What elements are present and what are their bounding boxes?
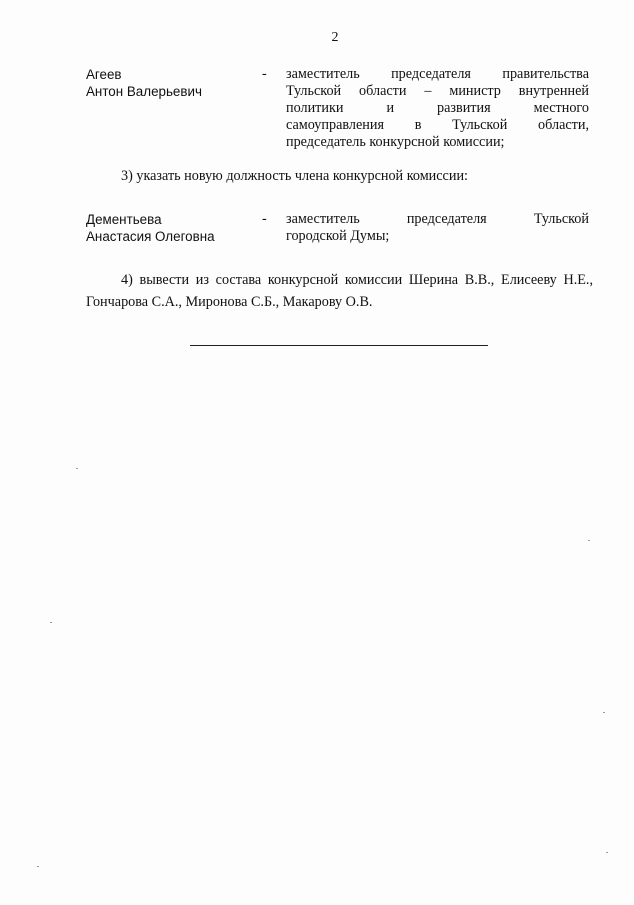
member-role (286, 211, 589, 245)
member-name (86, 211, 261, 245)
dash-separator: - (262, 66, 267, 82)
member-entry-2 (86, 211, 588, 247)
member-name (86, 66, 261, 100)
role-line: Тульской области – министр внутренней (286, 83, 589, 99)
page-number: 2 (331, 30, 339, 45)
scan-speck (588, 540, 590, 541)
member-given-names: Анастасия Олеговна (86, 229, 215, 244)
paragraph-item-3: 3) указать новую должность члена конкурсной комиссии: (121, 168, 468, 184)
role-line: заместитель председателя Тульской (286, 211, 589, 227)
paragraph-item-4: 4) вывести из состава конкурсной комиссии Шерина В.В., Елисееву Н.Е., Гончарова С.А., Миронова С.Б., Макарову О.В. (86, 272, 593, 310)
role-line: городской Думы; (286, 228, 390, 244)
scan-speck (37, 866, 39, 867)
scan-speck (603, 712, 605, 713)
member-given-names: Антон Валерьевич (86, 84, 202, 99)
scan-speck (50, 622, 52, 623)
scan-speck (76, 468, 78, 469)
role-line: заместитель председателя правительства (286, 66, 589, 82)
scan-speck (606, 852, 608, 853)
member-surname: Агеев (86, 67, 122, 82)
member-surname: Дементьева (86, 212, 162, 227)
member-role (286, 66, 589, 151)
dash-separator: - (262, 211, 267, 227)
role-line: самоуправления в Тульской области, (286, 117, 589, 133)
closing-divider-line (190, 345, 488, 346)
role-line: политики и развития местного (286, 100, 589, 116)
role-line: председатель конкурсной комиссии; (286, 134, 505, 150)
member-entry-1 (86, 66, 588, 156)
